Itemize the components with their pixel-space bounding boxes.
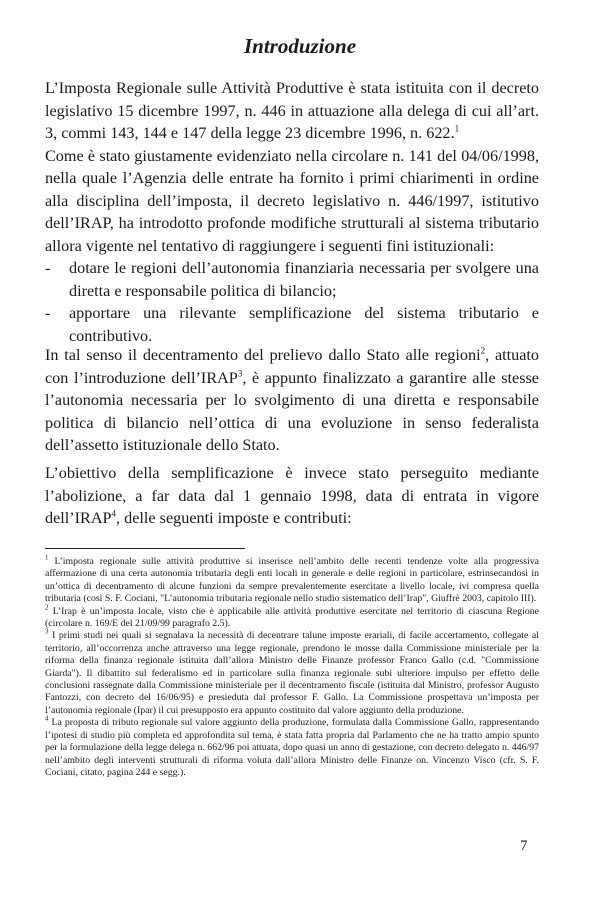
footnote: [45, 603, 539, 631]
list-bullet: -: [45, 259, 51, 277]
footnote-number: 4: [45, 715, 49, 724]
footnote-ref-2[interactable]: 2: [480, 345, 486, 356]
footnote-text: L’Irap è un’imposta locale, visto che è applicabile alle attività produttive esercitate nel territorio di ciascuna Regione (circolare n. 169/E del 21/09/99 paragrafo 2.5).: [45, 605, 539, 630]
footnote: [45, 630, 539, 717]
paragraph-4-text-b: , delle seguenti imposte e contributi:: [116, 509, 352, 527]
footnote-number: 1: [45, 553, 49, 562]
list-item-text: dotare le regioni dell’autonomia finanziaria necessaria per svolgere una diretta e responsabile politica di bilancio;: [69, 259, 539, 300]
paragraph-1-text: L’Imposta Regionale sulle Attività Produttive è stata istituita con il decreto legislativo 15 dicembre 1997, n. 446 in attuazione alla delega di cui all’art. 3, commi 143, 144 e 147 della legge 23 dicembre 1996, n. 622.: [45, 79, 539, 142]
paragraph-1: [45, 77, 539, 145]
footnote-ref-3[interactable]: 3: [237, 368, 243, 379]
paragraph-4: [45, 462, 539, 530]
footnote-ref-1[interactable]: 1: [454, 123, 460, 134]
paragraph-3: [45, 344, 539, 457]
page-title: Introduzione: [243, 34, 357, 58]
paragraph-2: Come è stato giustamente evidenziato nella circolare n. 141 del 04/06/1998, nella quale l’Agenzia delle entrate ha fornito i primi chiarimenti in ordine alla disciplina dell’imposta, il decreto legislativo n. 446/1997, istitutivo dell’IRAP, ha introdotto profonde modifiche strutturali al sistema tributario allora vigente nel tentativo di raggiungere i seguenti fini istituzionali:: [45, 146, 539, 255]
page-number: 7: [520, 838, 528, 854]
paragraph-3-block: [45, 344, 539, 457]
list-bullet: -: [45, 304, 51, 322]
paragraph-4-text-a: L’obiettivo della semplificazione è invece stato perseguito mediante l’abolizione, a far data dal 1 gennaio 1998, data di entrata in vigore dell’IRAP: [45, 464, 539, 527]
footnote-ref-4[interactable]: 4: [111, 508, 117, 519]
paragraph-3-text-c: , è appunto finalizzato a garantire alle stesse l’autonomia necessaria per lo svolgimento di una diretta e responsabile politica di bilancio nell’ottica di una evoluzione in senso federalista dell’assetto istituzionale dello Stato.: [45, 368, 539, 454]
footnote-text: I primi studi nei quali si segnalava la necessità di decentrare talune imposte erariali, di facile accertamento, collegate al territorio, all’occorrenza anche attraverso una legge regionale, prendono le mosse dalla Commissione ministeriale per la riforma della finanza regionale istituita dall’allora Ministro delle Finanze professor Franco Gallo (c.d. "Commissione Giarda"). Il dibattito sul federalismo ed in particolare sulla finanza regionale subì ulteriore impulso per effetto delle conclusioni rassegnate dalla Commissione ministeriale per il decentramento fiscale (istituita dal Ministro, professor Augusto Fantozzi, con decreto del 16/06/95) e presieduta dal professor F. Gallo. La Commissione prospettava un’imposta per l’autonomia regionale (Ipar) il cui presupposto era appunto costituito dal valore aggiunto della produzione.: [45, 630, 539, 716]
footnote-separator: [45, 548, 245, 549]
list-item: [45, 257, 539, 302]
footnote-number: 3: [45, 628, 49, 637]
footnote-text: La proposta di tributo regionale sul valore aggiunto della produzione, formulata dalla Commissione Gallo, rappresentando l’ipotesi di studio più completa ed approfondita sul tema, è stata fatta propria dal Parlamento che ne ha tratto ampio spunto per la formulazione della legge delega n. 662/96 poi attuata, dopo quasi un anno di gestazione, con decreto delegato n. 446/97 nell’ambito degli interventi strutturali di riforma voluta dall’allora Ministro delle Finanze on. Vincenzo Visco (cfr. S. F. Cociani, citato, pagina 244 e segg.).: [45, 717, 539, 778]
footnote: [45, 717, 539, 779]
paragraph-3-text-b: , attuato con l’introduzione dell’IRAP: [45, 346, 539, 387]
list-item: [45, 302, 539, 347]
list-item-text: apportare una rilevante semplificazione del sistema tributario e contributivo.: [69, 304, 539, 345]
footnotes: [45, 553, 539, 779]
paragraph-4-block: [45, 462, 539, 530]
footnote: [45, 553, 539, 606]
footnote-number: 2: [45, 603, 49, 612]
intro-block: [45, 77, 539, 347]
footnote-text: L’imposta regionale sulle attività produttive si inserisce nell’ambito delle recenti tendenze volte alla progressiva affermazione di una certa autonomia tributaria degli enti locali in generale e delle regioni in particolare, estrinsecandosi in un’ottica di decentramento di alcune funzioni da sempre prevalentemente esercitate a livello locale, ivi compresa quella tributaria (così S. F. Cociani, "L’autonomia tributaria regionale nello studio sistematico dell’Irap", Giuffrè 2003, capitolo III).: [45, 556, 539, 605]
objectives-list: [45, 257, 539, 347]
paragraph-3-text-a: In tal senso il decentramento del prelievo dallo Stato alle regioni: [45, 346, 481, 364]
